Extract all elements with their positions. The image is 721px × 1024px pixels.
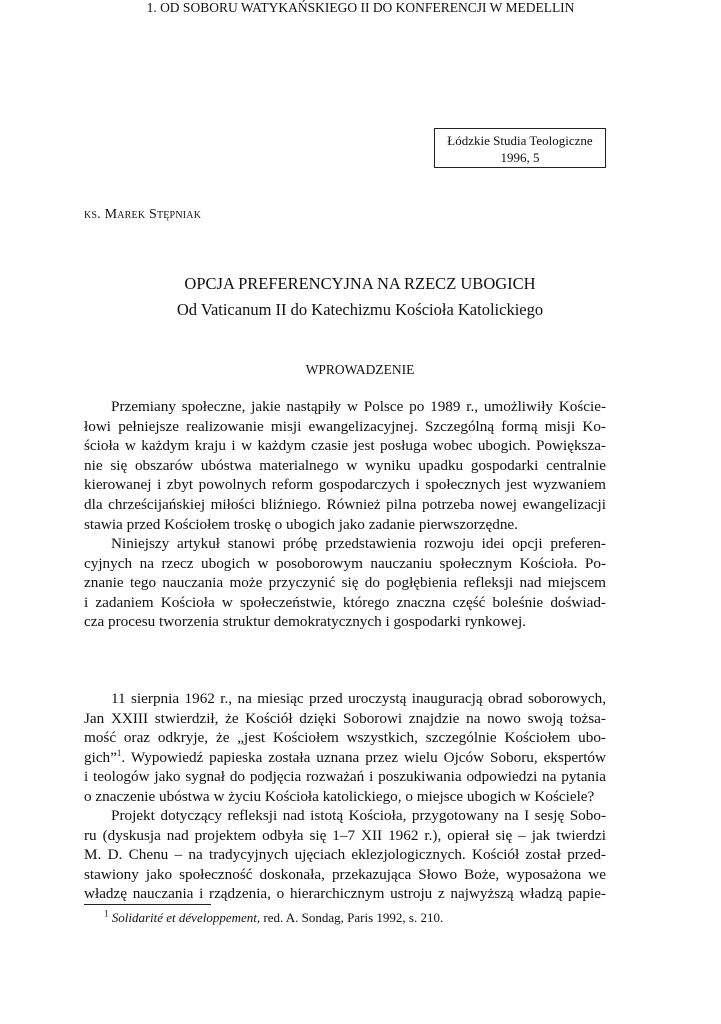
section-1-paragraph-2 [84,806,606,904]
intro-paragraph-2 [84,534,606,632]
text-line: dla chrześcijańskiej miłości bliźniego. Również pilna potrzeba nowej ewangelizacji [84,495,606,513]
text-line: Projekt dotyczący refleksji nad istotą Kościoła, przygotowany na I sesję Sobo- [111,807,606,824]
text-line: o znaczenie ubóstwa w życiu Kościoła katolickiego, o miejsce ubogich w Kościele? [84,787,595,805]
text-line: Jan XXIII stwierdził, że Kościół dzięki Soborowi znajdzie na nowo swoją tożsa- [84,709,606,727]
journal-info-box [434,128,606,168]
text-line: ścioła w każdym kraju i w każdym czasie jest posługa wobec ubogich. Powiększa- [84,437,606,455]
footnote-cited-title: Solidarité et développement [111,910,257,925]
line-start: gich” [84,748,117,766]
article-title: OPCJA PREFERENCYJNA NA RZECZ UBOGICH [184,274,536,293]
text-line: władzę nauczania i rządzenia, o hierarchicznym ustroju z najwyższą władzą papie- [84,885,606,903]
text-line: nie się obszarów ubóstwa materialnego w wyniku upadku gospodarki centralnie [84,456,606,474]
journal-name: Łódzkie Studia Teologiczne [447,133,593,148]
line-end: . Wypowiedź papieska została uznana przez wielu Ojców Soboru, ekspertów [121,748,606,766]
intro-paragraph-1 [84,397,606,534]
text-line: 11 sierpnia 1962 r., na miesiąc przed uroczystą inauguracją obrad soborowych, [111,690,606,707]
text-line: Niniejszy artykuł stanowi próbę przedstawienia rozwoju idei opcji preferen- [111,535,606,552]
text-line: stawia przed Kościołem troskę o ubogich jako zadanie pierwszorzędne. [84,515,518,533]
footnote [104,910,443,926]
section-1-heading: 1. OD SOBORU WATYKAŃSKIEGO II DO KONFERENCJI W MEDELLIN [146,0,575,15]
author-name: ks. Marek Stępniak [84,207,202,222]
footnote-citation: , red. A. Sondag, Paris 1992, s. 210. [256,910,444,925]
text-line: ru (dyskusja nad projektem odbyła się 1–7 XII 1962 r.), opierał się – jak twierdzi [84,826,606,844]
text-line: Przemiany społeczne, jakie nastąpiły w Polsce po 1989 r., umożliwiły Koście- [111,398,606,415]
text-line: i zadaniem Kościoła w społeczeństwie, którego znaczna część boleśnie doświad- [84,593,606,611]
text-line: mość oraz odkryje, że „jest Kościołem wszystkich, szczególnie Kościołem ubo- [84,729,606,747]
text-line-with-footnote [84,748,606,768]
text-line: znanie tego nauczania może przyczynić się do pogłębienia refleksji nad miejscem [84,574,606,592]
section-1-paragraph-1 [84,689,606,807]
text-line: cyjnych na rzecz ubogich w posoborowym nauczaniu społecznym Kościoła. Po- [84,554,606,572]
footnote-divider [84,904,211,905]
text-line: kierowanej i zbyt powolnych reform gospodarczych i społecznych jest wyzwaniem [84,476,606,494]
text-line: M. D. Chenu – na tradycyjnych ujęciach eklezjologicznych. Kościół został przed- [84,846,606,864]
article-subtitle: Od Vaticanum II do Katechizmu Kościoła Katolickiego [176,300,544,319]
text-line: cza procesu tworzenia struktur demokratycznych i gospodarki rynkowej. [84,613,526,631]
intro-heading: WPROWADZENIE [305,362,415,377]
footnote-reference: 1 [116,747,122,758]
text-line: i teologów jako sygnał do podjęcia rozważań i poszukiwania odpowiedzi na pytania [84,768,606,786]
journal-issue: 1996, 5 [500,150,540,165]
text-line: łowi pełniejsze realizowanie misji ewangelizacyjnej. Szczególną formą misji Ko- [84,417,606,435]
text-line: stawiony jako społeczność doskonała, przekazująca Słowo Boże, wyposażona we [84,865,606,883]
footnote-number: 1 [104,908,109,919]
